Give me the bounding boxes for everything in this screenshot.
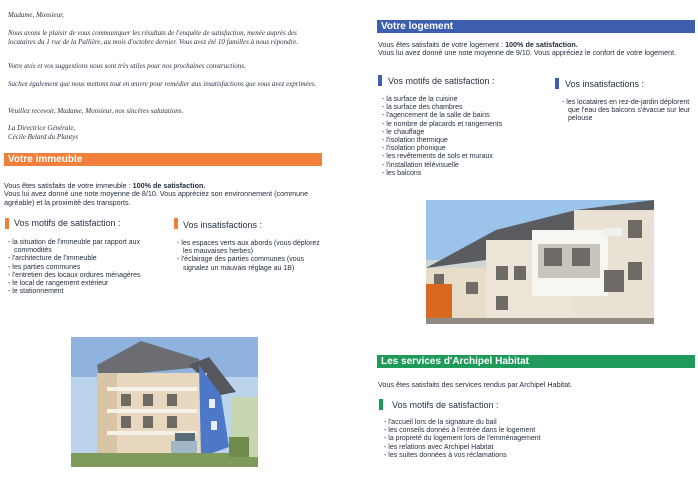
list-item: - les conseils donnés à l'entrée dans le logement (384, 427, 544, 435)
immeuble-insatisfactions-title: Vos insatisfactions : (183, 220, 263, 230)
services-motifs-title: Vos motifs de satisfaction : (392, 400, 499, 410)
immeuble-photo (71, 337, 258, 467)
list-item: - le local de rangement extérieur (8, 280, 168, 288)
list-item: - la surface des chambres (382, 104, 552, 112)
services-motifs-list (384, 419, 544, 460)
immeuble-summary (4, 182, 322, 207)
immeuble-insatisfactions-list (177, 240, 325, 273)
logement-satisfaction-rate: 100% de satisfaction. (505, 40, 578, 49)
logement-photo (426, 200, 654, 324)
list-item: - le stationnement (8, 288, 168, 296)
immeuble-motifs-list (8, 239, 168, 296)
logement-motifs-list (382, 96, 552, 178)
list-item: - l'isolation thermique (382, 137, 552, 145)
letter-signature-name: Cécile Belard du Plantys (8, 133, 78, 141)
list-item: - l'installation télévisuelle (382, 162, 552, 170)
letter-paragraph: Nous avons le plaisir de vous communiquer les résultats de l'enquête de satisfaction, menée auprès des locataires du 1 rue de la Pallière, au mois d'octobre dernier. Vous avez été 10 familles à nous répondre. (8, 29, 298, 46)
section-marker (555, 78, 559, 89)
letter-paragraph: Sachez également que nous mettons tout en œuvre pour remédier aux insatisfactions que vous avez exprimées. (8, 80, 317, 88)
list-item: - la situation de l'immeuble par rapport aux commodités (8, 239, 168, 255)
logement-insatisfactions-title: Vos insatisfactions : (565, 79, 645, 89)
list-item: - les relations avec Archipel Habitat (384, 444, 544, 452)
logement-summary (378, 41, 694, 58)
logement-insatisfactions-list (562, 99, 696, 124)
section-header-services: Les services d'Archipel Habitat (377, 355, 695, 368)
letter-paragraph: Votre avis et vos suggestions nous sont très utiles pour nos prochaines constructions. (8, 62, 246, 70)
list-item: - les revêtements de sols et muraux (382, 153, 552, 161)
list-item: - la surface de la cuisine (382, 96, 552, 104)
list-item: - les parties communes (8, 264, 168, 272)
list-item: - l'architecture de l'immeuble (8, 255, 168, 263)
immeuble-summary-detail: Vous lui avez donné une note moyenne de 8/10. Vous appréciez son environnement (commune agréable) et la proximité des transports. (4, 189, 309, 207)
logement-summary-detail: Vous lui avez donné une note moyenne de 9/10. Vous appréciez le confort de votre logement. (378, 48, 677, 58)
logement-motifs-title: Vos motifs de satisfaction : (388, 76, 495, 86)
immeuble-motifs-title: Vos motifs de satisfaction : (14, 218, 121, 228)
section-marker (379, 399, 383, 410)
section-header-immeuble: Votre immeuble (4, 153, 322, 166)
section-marker (5, 218, 9, 229)
letter-signature-title: La Directrice Générale, (8, 124, 76, 132)
list-item: - les locataires en rez-de-jardin déplorent que l'eau des balcons s'évacue sur leur pelouse (562, 99, 696, 124)
list-item: - la propreté du logement lors de l'emménagement (384, 435, 544, 443)
building-photo-illustration (71, 337, 258, 467)
list-item: - les espaces verts aux abords (vous déplorez les mauvaises herbes) (177, 240, 325, 256)
list-item: - le nombre de placards et rangements (382, 121, 552, 129)
list-item: - l'accueil lors de la signature du bail (384, 419, 544, 427)
list-item: - les suites données à vos réclamations (384, 452, 544, 460)
letter-paragraph: Veuillez recevoir, Madame, Monsieur, nos sincères salutations. (8, 107, 184, 115)
section-marker (174, 218, 178, 229)
immeuble-satisfaction-rate: 100% de satisfaction. (132, 181, 206, 190)
list-item: - le chauffage (382, 129, 552, 137)
building-photo-illustration (426, 200, 654, 324)
section-marker (378, 75, 382, 86)
logement-summary-text: Vous êtes satisfaits de votre logement : (378, 40, 506, 49)
immeuble-summary-text: Vous êtes satisfaits de votre immeuble : (4, 181, 133, 190)
list-item: - l'entretien des locaux ordures ménagères (8, 272, 168, 280)
services-summary: Vous êtes satisfaits des services rendus par Archipel Habitat. (378, 380, 573, 389)
section-header-logement: Votre logement (377, 20, 695, 33)
letter-salutation: Madame, Monsieur, (8, 11, 64, 19)
list-item: - l'éclairage des parties communes (vous signalez un mauvais réglage au 1B) (177, 256, 325, 272)
list-item: - l'isolation phonique (382, 145, 552, 153)
list-item: - l'agencement de la salle de bains (382, 112, 552, 120)
list-item: - les balcons (382, 170, 552, 178)
